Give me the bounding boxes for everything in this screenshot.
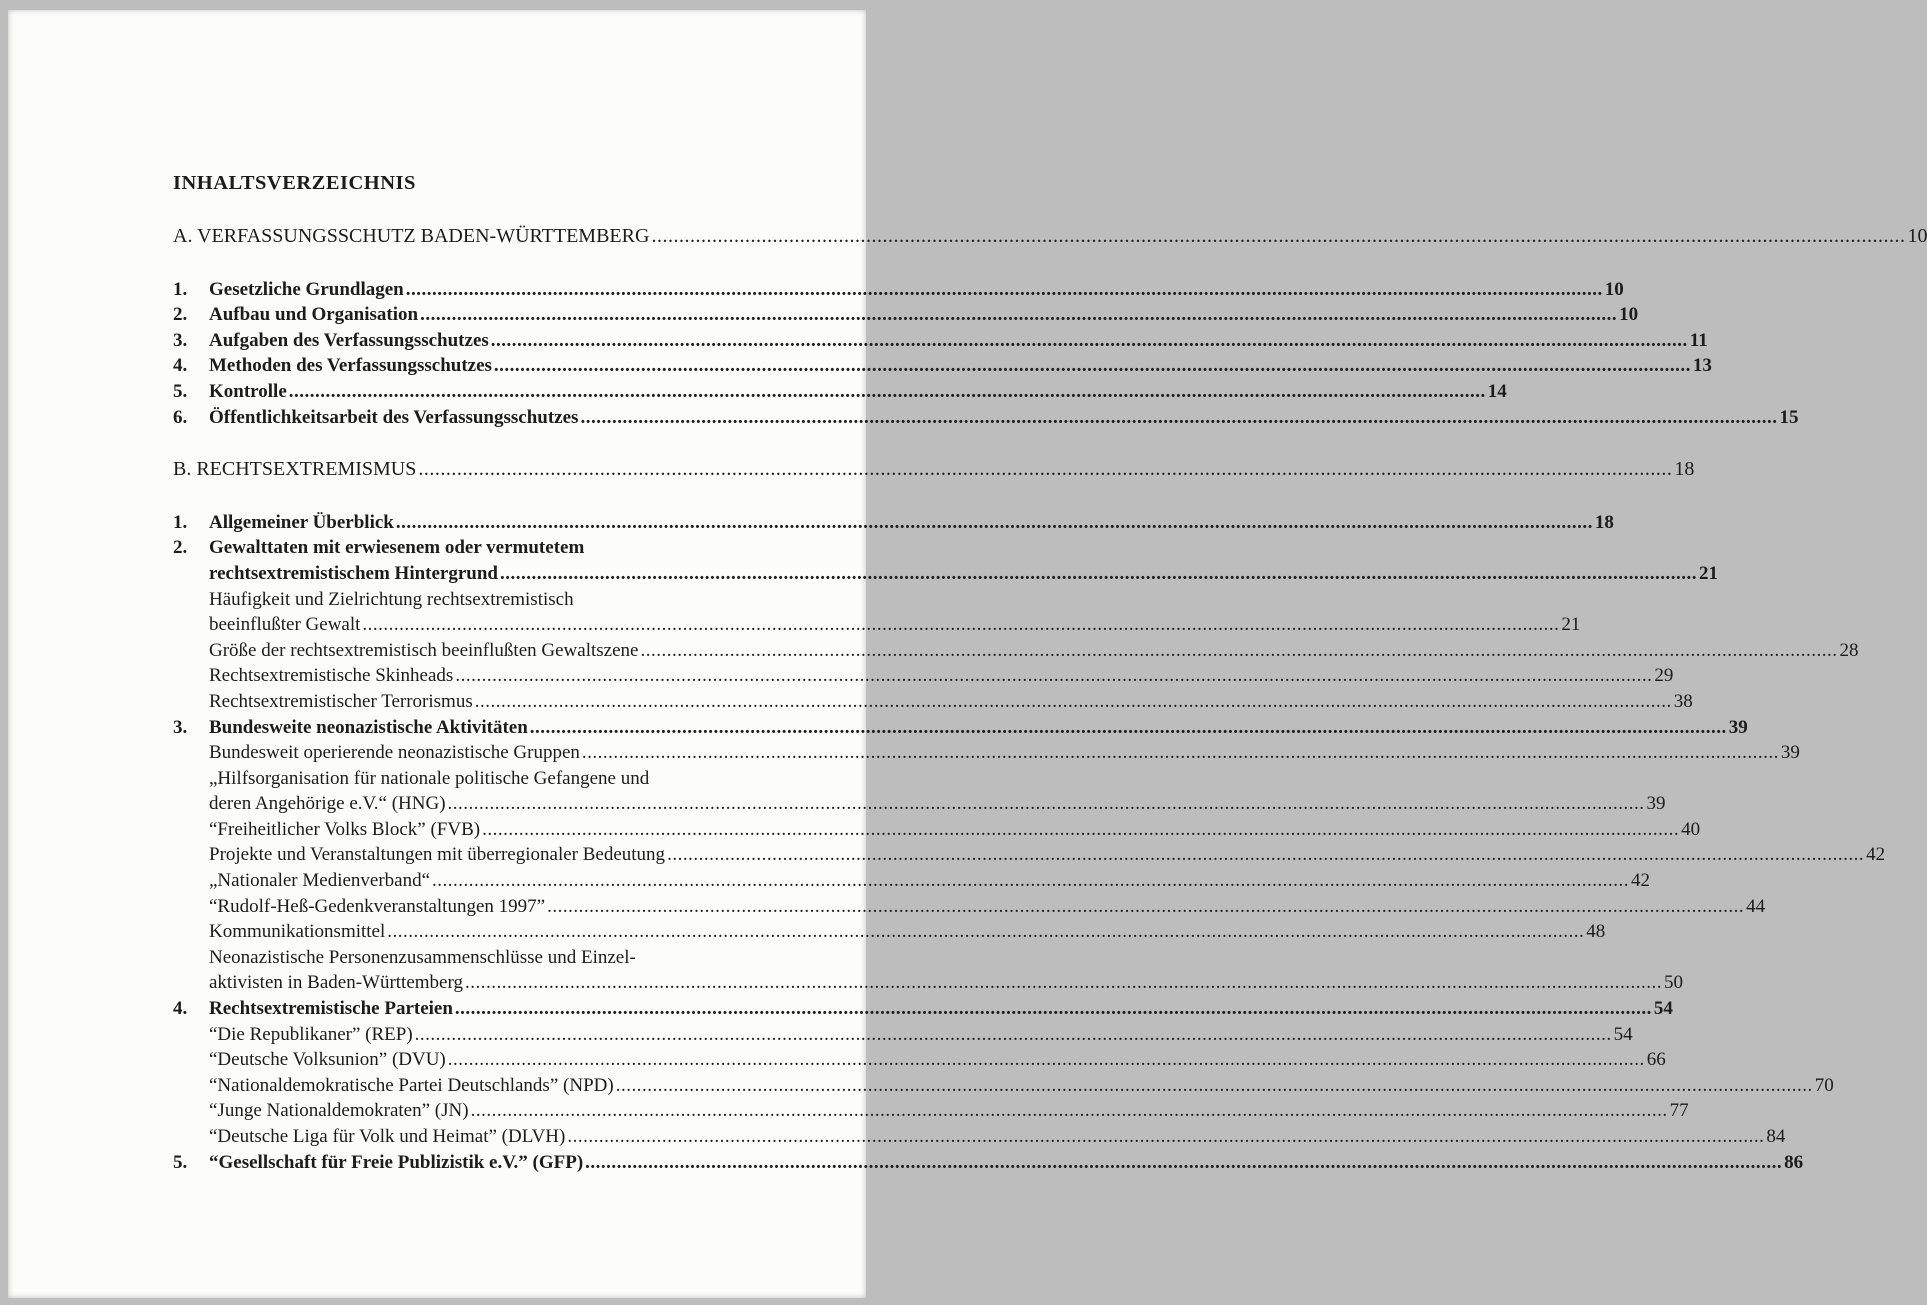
document-page (8, 10, 1927, 1298)
toc-subitem: Rechtsextremistischer Terrorismus ..... 38 (173, 689, 783, 715)
toc-item: 5. “Gesellschaft für Freie Publizistik e.V.” (GFP) ..... 86 (173, 1150, 783, 1176)
toc-subitem: “Freiheitlicher Volks Block” (FVB) ..... 40 (173, 817, 783, 843)
toc-item: 3. Bundesweite neonazistische Aktivitäten ..... 39 (173, 715, 783, 741)
toc-item: 5. Kontrolle ..... 14 (173, 379, 783, 405)
toc-section-b: B. RECHTSEXTREMISMUS ..... 18 (173, 457, 783, 483)
toc-subitem: “Junge Nationaldemokraten” (JN) ..... 77 (173, 1098, 783, 1124)
toc-subitem: Neonazistische Personenzusammenschlüsse und Einzel- (209, 946, 636, 968)
toc-item: 3. Aufgaben des Verfassungsschutzes ..... 11 (173, 328, 783, 354)
toc-subitem: “Die Republikaner” (REP) ..... 54 (173, 1022, 783, 1048)
toc-subitem: “Deutsche Liga für Volk und Heimat” (DLVH) ..... 84 (173, 1124, 783, 1150)
toc-subitem: Größe der rechtsextremistisch beeinflußten Gewaltszene ..... 28 (173, 638, 783, 664)
toc-item: 1. Allgemeiner Überblick ..... 18 (173, 510, 783, 536)
toc-item: 1. Gesetzliche Grundlagen ..... 10 (173, 277, 783, 303)
toc-subitem: “Rudolf-Heß-Gedenkveranstaltungen 1997” ..... 44 (173, 894, 783, 920)
toc-subitem: Projekte und Veranstaltungen mit überregionaler Bedeutung ..... 42 (173, 842, 783, 868)
toc-subitem: “Deutsche Volksunion” (DVU) ..... 66 (173, 1047, 783, 1073)
toc-subitem: „Nationaler Medienverband“ ..... 42 (173, 868, 783, 894)
page-title: INHALTSVERZEICHNIS (173, 172, 416, 194)
toc-item-continuation: rechtsextremistischem Hintergrund ..... 21 (173, 561, 783, 587)
toc-subitem: aktivisten in Baden-Württemberg ..... 50 (173, 970, 783, 996)
toc-item: 2. Aufbau und Organisation ..... 10 (173, 302, 783, 328)
toc-subitem: beeinflußter Gewalt ..... 21 (173, 612, 783, 638)
toc-subitem: “Nationaldemokratische Partei Deutschlands” (NPD) ..... 70 (173, 1073, 783, 1099)
toc-subitem: Rechtsextremistische Skinheads ..... 29 (173, 663, 783, 689)
toc-subitem: „Hilfsorganisation für nationale politische Gefangene und (209, 767, 650, 789)
toc-item: 6. Öffentlichkeitsarbeit des Verfassungsschutzes ..... 15 (173, 405, 783, 431)
toc-section-a: A. VERFASSUNGSSCHUTZ BADEN-WÜRTTEMBERG ..... 10 (173, 224, 783, 250)
toc-item: 4. Methoden des Verfassungsschutzes ..... 13 (173, 353, 783, 379)
toc-subitem: Kommunikationsmittel ..... 48 (173, 919, 783, 945)
table-of-contents (173, 172, 1927, 1175)
toc-subitem: Häufigkeit und Zielrichtung rechtsextremistisch (209, 588, 574, 610)
toc-subitem: Bundesweit operierende neonazistische Gruppen ..... 39 (173, 740, 783, 766)
toc-item: 2. Gewalttaten mit erwiesenem oder vermutetem (173, 537, 585, 559)
toc-subitem: deren Angehörige e.V.“ (HNG) ..... 39 (173, 791, 783, 817)
toc-item: 4. Rechtsextremistische Parteien ..... 54 (173, 996, 783, 1022)
